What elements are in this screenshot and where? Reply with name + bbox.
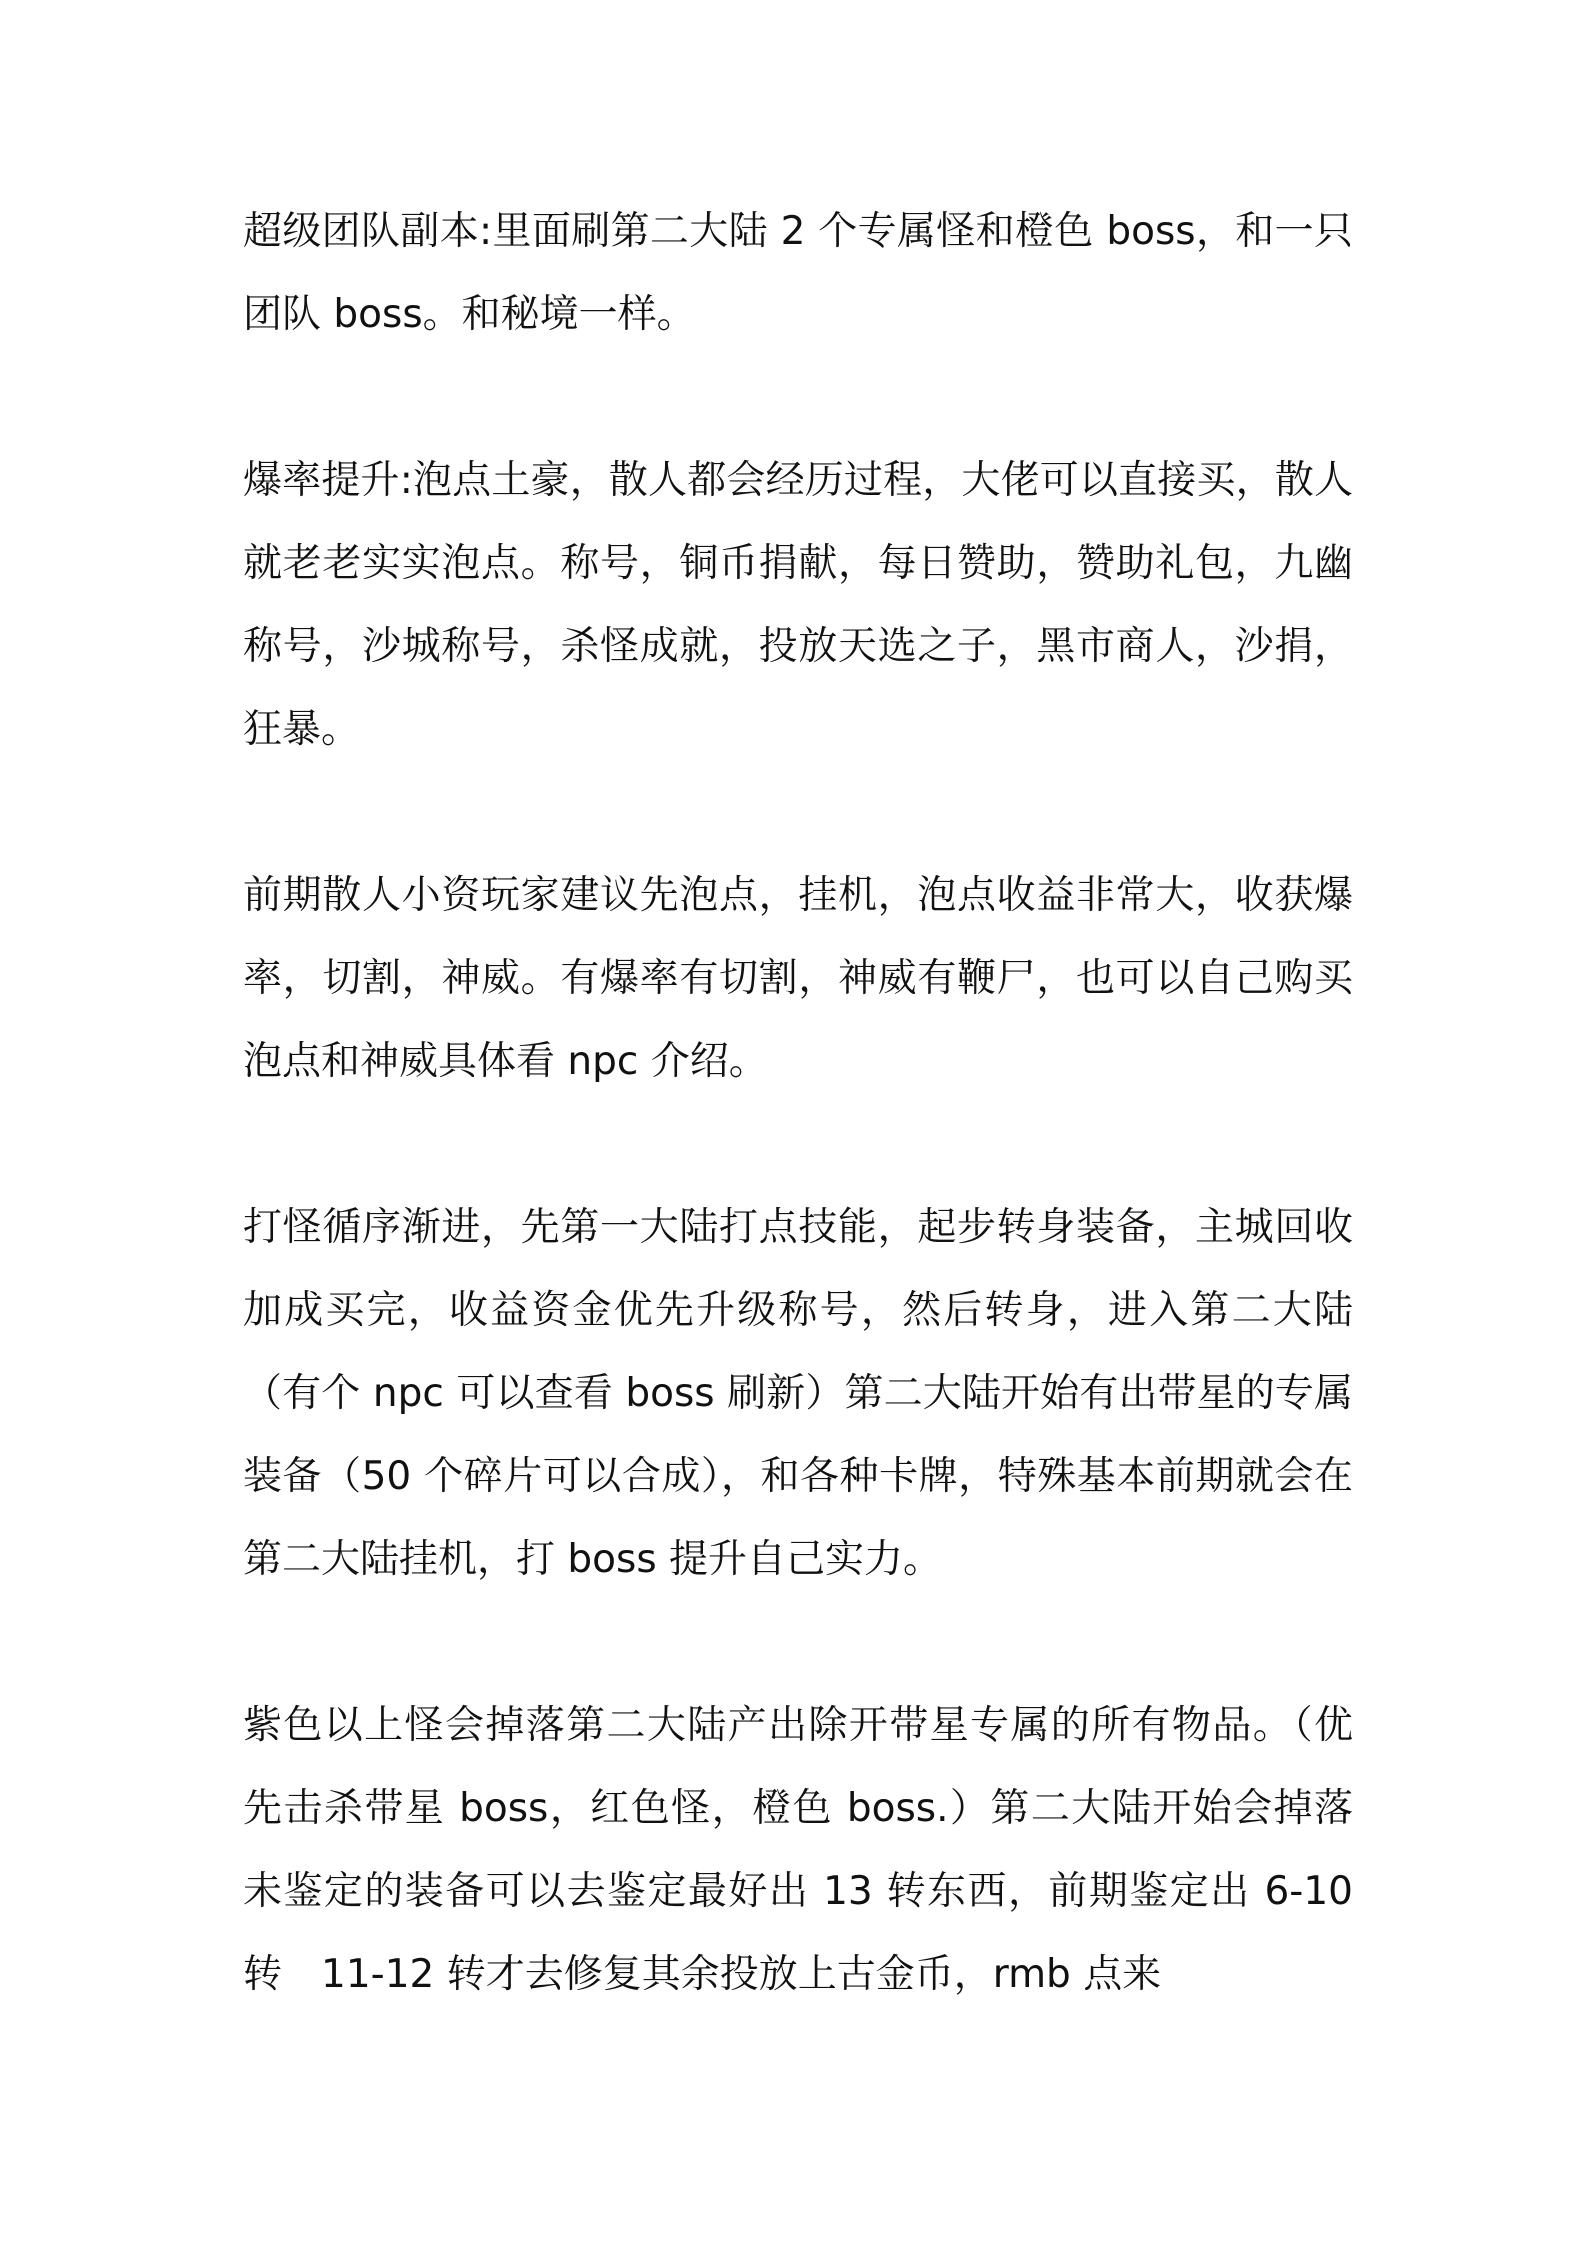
- paragraph-early-players: 前期散人小资玩家建议先泡点，挂机，泡点收益非常大，收获爆率，切割，神威。有爆率有切割，神威有鞭尸，也可以自己购买泡点和神威具体看 npc 介绍。: [243, 873, 1353, 1084]
- paragraph-progression: 打怪循序渐进，先第一大陆打点技能，起步转身装备，主城回收加成买完，收益资金优先升级称号，然后转身，进入第二大陆（有个 npc 可以查看 boss 刷新）第二大陆开始有出带星的专属装备（50 个碎片可以合成），和各种卡牌，特殊基本前期就会在第二大陆挂机，打 boss 提升自己实力。: [243, 1205, 1353, 1582]
- paragraph-drop-rate: 爆率提升:泡点土豪，散人都会经历过程，大佬可以直接买，散人就老老实实泡点。称号，铜币捐献，每日赞助，赞助礼包，九幽称号，沙城称号，杀怪成就，投放天选之子，黑市商人，沙捐，狂暴。: [243, 458, 1353, 752]
- paragraph-team-dungeon: 超级团队副本:里面刷第二大陆 2 个专属怪和橙色 boss，和一只团队 boss。和秘境一样。: [243, 209, 1353, 337]
- document-body: [243, 190, 1353, 2016]
- paragraph-drops: 紫色以上怪会掉落第二大陆产出除开带星专属的所有物品。（优先击杀带星 boss，红色怪，橙色 boss.）第二大陆开始会掉落未鉴定的装备可以去鉴定最好出 13 转东西，前期鉴定出 6-10 转 11-12 转才去修复其余投放上古金币，rmb 点来: [243, 1703, 1353, 1997]
